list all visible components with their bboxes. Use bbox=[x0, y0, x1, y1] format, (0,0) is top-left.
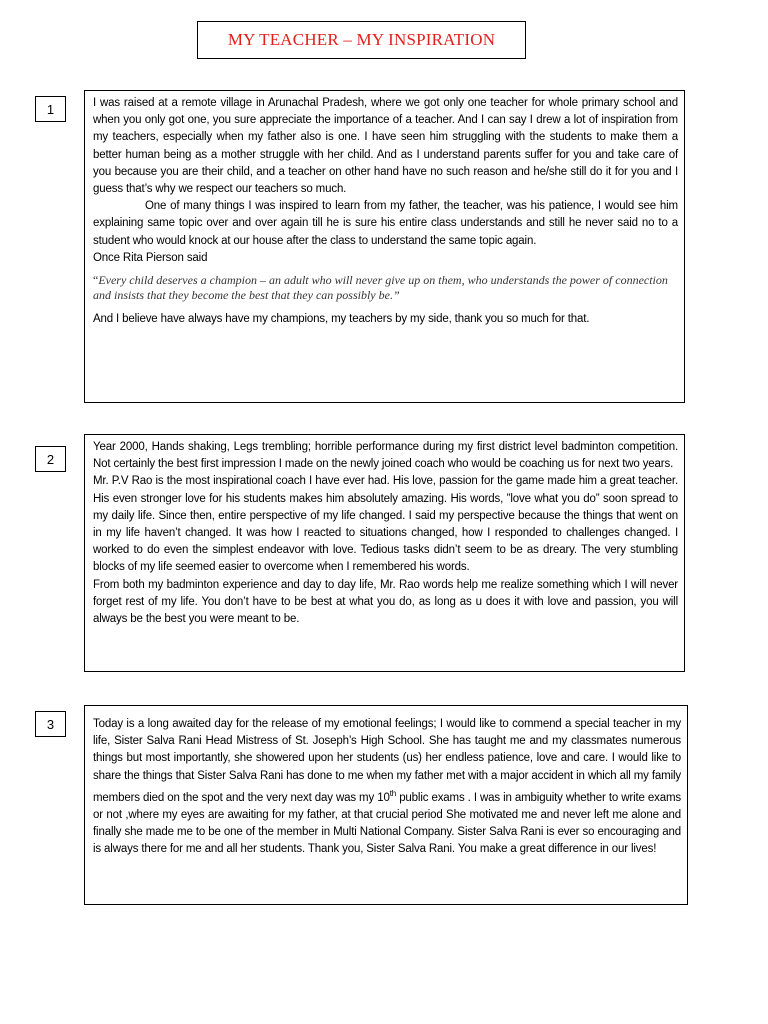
section-1-quote bbox=[93, 273, 678, 303]
page-title: MY TEACHER – MY INSPIRATION bbox=[227, 30, 496, 49]
quote-open-mark: “ bbox=[93, 273, 99, 288]
section-1-attribution: Once Rita Pierson said bbox=[93, 251, 208, 264]
section-3-text-start: Today is a long awaited day for the release of my emotional feelings; I would like to commend a special teacher in my life, Sister Salva Rani Head Mistress of St. Joseph’s High School. She has taught me and my classmates numerous things but most importantly, she showered upon her students (us) her endless patience, love and care. I would like to share the things that Sister Salva Rani has done to me when my father met with a major accident in which all my family members died on the spot and the very next day was my 10 bbox=[93, 718, 681, 804]
section-2-paragraph-3: From both my badminton experience and day to day life, Mr. Rao words help me realize something which I will never forget rest of my life. You don’t have to be best at what you do, as long as u does it with love and passion, you will always be the best you were meant to be. bbox=[93, 578, 678, 626]
ordinal-suffix: th bbox=[389, 788, 397, 798]
section-number-1: 1 bbox=[35, 96, 66, 122]
section-3-text-end: public exams . I was in ambiguity whether to write exams or not ,where my eyes are awaiting for my father, at that crucial period She motivated me and never left me alone and finally she made me to be one of the member in Multi National Company. Sister Salva Rani is ever so encouraging and is always there for me and all her students. Thank you, Sister Salva Rani. You make a great difference in our lives! bbox=[93, 791, 682, 856]
section-1-paragraph-1: I was raised at a remote village in Arunachal Pradesh, where we got only one teacher for whole primary school and when you only got one, you sure appreciate the importance of a teacher. And I can say I drew a lot of inspiration from my teachers, especially when my father also is one. I have seen him struggling with the students to make them a better human being as a mother struggle with her child. And as I understand parents suffer for you and take care of you because you are their child, and a teacher on other hand have no such reason and he/she still do it for you and I guess that’s why we respect our teachers so much. bbox=[93, 97, 678, 196]
section-number-3: 3 bbox=[35, 711, 66, 737]
section-1-closing: And I believe have always have my champions, my teachers by my side, thank you so much for that. bbox=[93, 313, 590, 326]
section-number-2: 2 bbox=[35, 446, 66, 472]
section-2-paragraph-1: Year 2000, Hands shaking, Legs trembling; horrible performance during my first district level badminton competition. Not certainly the best first impression I made on the newly joined coach who would be coaching us for next two years. bbox=[93, 441, 678, 471]
section-1-paragraph-2: One of many things I was inspired to learn from my father, the teacher, was his patience, I would see him explaining same topic over and over again till he is sure his entire class understands and still he never said no to a student who would knock at our house after the class to understand the same topic again. bbox=[93, 200, 678, 247]
section-1-box bbox=[84, 90, 685, 403]
title-box bbox=[197, 21, 526, 59]
section-2-paragraph-2: Mr. P.V Rao is the most inspirational coach I have ever had. His love, passion for the game made him a great teacher. His even stronger love for his students makes him absolutely amazing. His words, ”love what you do” soon spread to my daily life. Since then, entire perspective of my life changed. I said my perspective because the things that went on in my life haven’t changed. It was how I reacted to situations changed, how I responded to challenges changed. I worked to do even the simplest endeavor with love. Tedious tasks didn’t seem to be as dreary. The very stumbling blocks of my life seemed easier to overcome when I remembered his words. bbox=[93, 475, 678, 574]
section-3-paragraph bbox=[93, 716, 681, 858]
quote-text: Every child deserves a champion – an adult who will never give up on them, who understands the power of connection and insists that they become the best that they can possibly be.” bbox=[93, 273, 668, 303]
section-2-box bbox=[84, 434, 685, 672]
section-3-box bbox=[84, 705, 688, 905]
